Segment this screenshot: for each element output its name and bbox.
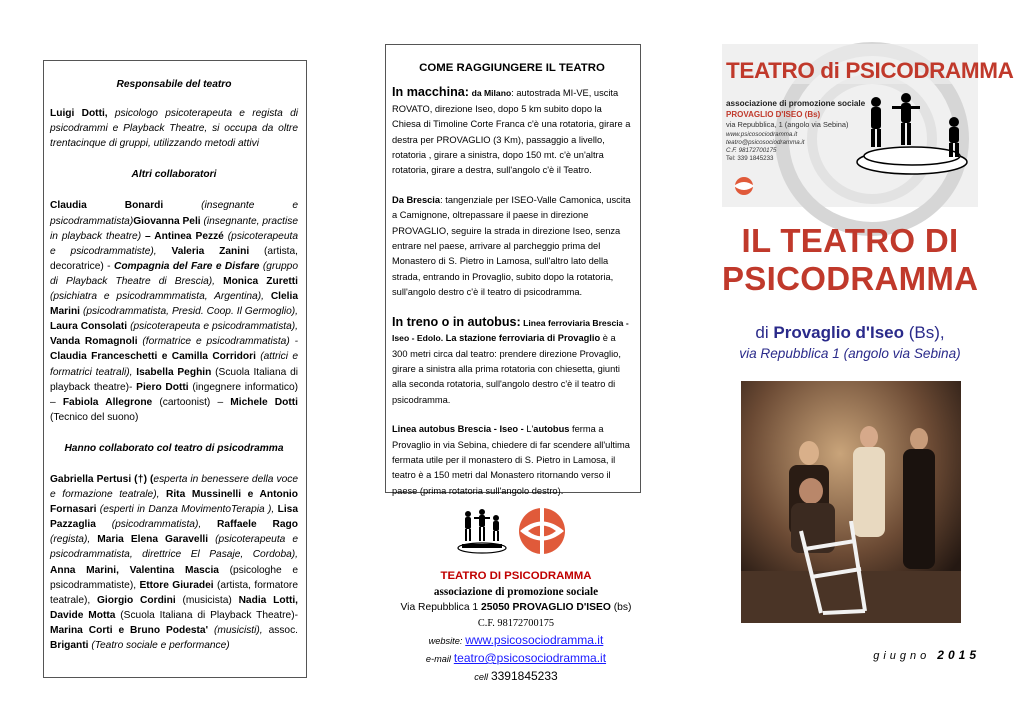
car-directions <box>392 85 632 178</box>
person-name: Valeria Zanini <box>156 245 250 257</box>
person-name: Clelia Marini <box>50 291 299 318</box>
train-station: La stazione ferroviaria di Provaglio <box>443 333 601 344</box>
directions-title: COME RAGGIUNGERE IL TEATRO <box>419 62 605 74</box>
person-role: (musicisti), <box>208 624 263 636</box>
collaborators-list <box>50 198 298 424</box>
banner-mail: teatro@psicosociodramma.it <box>726 139 805 146</box>
person-role: (psichiatra e psicodrammmatista, Argentina), <box>50 291 264 303</box>
person-name: Giorgio Cordini <box>90 594 176 606</box>
person-role: (psicodrammatista, Presid. Coop. Il Germoglio), <box>80 306 298 318</box>
bus-word: autobus <box>533 424 570 435</box>
person-role: (psicodrammatista), <box>95 519 202 531</box>
location-province: (Bs), <box>904 323 945 342</box>
person-role: (psicoterapeuta e psicodrammatista, direttrice El Pasaje, Cordoba), <box>50 534 298 561</box>
person-role: esperta in benessere della voce e formazione teatrale), <box>50 473 298 501</box>
email-row <box>400 650 632 668</box>
person-role: (attrici e formatrici teatrali), <box>50 351 298 378</box>
person-name: Marina Corti e Bruno Podesta' <box>50 624 209 636</box>
collaborators-panel <box>43 60 307 678</box>
address-street: Via Repubblica 1 <box>400 602 482 613</box>
person-name: Piero Dotti <box>132 381 189 393</box>
person-name: Fabiola Allegrone <box>55 396 153 408</box>
person-role: (artista, formatore teatrale), <box>50 579 298 606</box>
org-subtitle: associazione di promozione sociale <box>433 586 599 598</box>
org-cf: C.F. 98172700175 <box>477 618 555 629</box>
website-row <box>400 632 632 650</box>
person-role: (ingegnere informatico) – <box>50 381 299 408</box>
person-name: Isabella Peghin <box>132 366 212 378</box>
website-link[interactable]: www.psicosociodramma.it <box>465 633 604 647</box>
person-role: (psicoterapeuta e psicodrammatista), <box>127 321 299 333</box>
person-name: Laura Consolati <box>50 321 128 333</box>
cell-row <box>400 668 632 686</box>
bus-label: Linea autobus Brescia - Iseo - <box>392 424 524 435</box>
person-role: (Scuola Italiana di Playback Theatre)- <box>115 609 298 621</box>
train-text: è a 300 metri circa dal teatro: prendere direzione Provaglio, girare a sinistra alla prima rotatoria con chiesetta, giunti alla seconda rotatoria, sull'angolo destro c'è il teatro di psicodramma. <box>392 333 621 405</box>
lead-name: Luigi Dotti, <box>50 108 108 120</box>
main-title <box>722 222 978 298</box>
location-line <box>722 323 978 343</box>
person-name: Nadia Lotti, <box>231 594 299 606</box>
bus-directions <box>392 422 632 499</box>
banner-title: TEATRO di PSICODRAMMA <box>726 58 1014 83</box>
person-name: Anna Marini, Valentina Mascia <box>50 564 219 576</box>
train-line: Linea ferroviaria Brescia - Iseo - Edolo. <box>392 317 629 344</box>
cell-label: cell <box>474 672 489 682</box>
person-role: (regista), <box>50 534 91 546</box>
person-role: (cartoonist) – <box>152 396 224 408</box>
person-name: Ettore Giuradei <box>136 579 214 591</box>
org-name: TEATRO DI PSICODRAMMA <box>440 570 592 582</box>
responsabile-text <box>50 106 298 151</box>
person-name: Rita Mussinelli e Antonio Fornasari <box>50 489 298 516</box>
cell-number: 3391845233 <box>490 669 558 683</box>
brescia-text: : tangenziale per ISEO-Valle Camonica, uscita a Camignone, oltrepassare il paese in direzione PROVAGLIO, seguire la strada in direzione Iseo, senza entrare nel paese, arrivare al parcheggio prima del Monastero di S. Pietro in Lamosa, sull'altro lato della strada, entrando in Provaglio, subito dopo la rotatoria, sull'angolo destro c'è il teatro di psicodramma. <box>392 194 631 298</box>
date-year: 2015 <box>937 648 980 662</box>
main-title-line-1: IL TEATRO DI <box>741 222 959 259</box>
contact-block <box>400 568 632 686</box>
main-title-line-2: PSICODRAMMA <box>722 260 979 297</box>
banner-via: via Repubblica, 1 (angolo via Sebina) <box>726 120 849 129</box>
person-role: assoc. <box>262 624 299 636</box>
person-name: Gabriella Pertusi (†) ( <box>50 473 154 485</box>
person-role: (psicologhe e psicodrammatiste), <box>50 564 298 591</box>
train-label: In treno o in autobus: <box>392 314 521 329</box>
person-name: Giovanna Peli <box>133 215 201 227</box>
person-role: (esperti in Danza MovimentoTerapia ), <box>96 504 275 516</box>
lead-desc: psicologo psicoterapeuta e regista di psicodrammi e Playback Theatre, si occupa da oltre trentacinque di gruppi, utilizzando metodi attivi <box>50 108 298 150</box>
stage-photo-image <box>741 381 961 623</box>
brescia-label: Da Brescia <box>392 194 441 205</box>
location-di: di <box>755 323 774 342</box>
banner-logo <box>722 44 1014 207</box>
banner-provaglio: PROVAGLIO D'ISEO (Bs) <box>726 110 821 119</box>
person-role: (artista, decoratrice) - <box>50 245 298 272</box>
heading-hanno-collaborato: Hanno collaborato col teatro di psicodramma <box>64 442 284 454</box>
edition-date <box>820 648 980 662</box>
person-name: Compagnia del Fare e Disfare <box>110 260 260 272</box>
person-role: (insegnante, practise in playback theatre) <box>50 215 299 242</box>
person-name: Lisa Pazzaglia <box>50 504 298 531</box>
bus-text-1: L' <box>523 424 534 435</box>
bus-text-2: ferma a Provaglio in via Sebina, chiedere di far scendere all'ultima fermata utile per il monastero di S. Pietro in Lamosa, il teatro è a 150 metri dal Monastero ritornando verso il paese (prima rotatoria sull'angolo destro). <box>392 424 630 496</box>
org-address <box>400 600 632 616</box>
person-role: (formatrice e psicodrammatista) - <box>137 336 298 348</box>
address-city: 25050 PROVAGLIO D'ISEO <box>481 602 611 613</box>
banner-tel: Tel: 339 1845233 <box>726 155 774 162</box>
person-name: Maria Elena Garavelli <box>90 534 209 546</box>
train-directions <box>392 315 632 408</box>
person-name: Briganti <box>50 640 89 651</box>
person-role: (Teatro sociale e performance) <box>88 640 230 651</box>
person-role: (psicoterapeuta e psicodrammatiste), <box>50 230 298 257</box>
location-street: via Repubblica 1 (angolo via Sebina) <box>739 346 961 361</box>
person-role: (Tecnico del suono) <box>50 411 139 423</box>
car-text: : autostrada MI-VE, uscita ROVATO, direzione Iseo, dopo 5 km subito dopo la Chiesa di Timoline Corte Franca c'è una rotatoria, girare a destra per PROVAGLIO (3 Km), passaggio a livello, rotatoria , girare a sinistra, dopo 150 mt. c'è un'altra rotatoria, girare a destra, sull'angolo c'è il Teatro. <box>392 88 631 176</box>
person-role: (gruppo di Playback Theatre di Brescia), <box>50 260 298 287</box>
banner-cf: C.F. 98172700175 <box>726 147 777 154</box>
person-name: Monica Zuretti <box>214 275 298 287</box>
website-label: website: <box>428 636 463 646</box>
car-from: da Milano <box>471 88 512 99</box>
past-collaborators-list <box>50 472 298 653</box>
person-name: Davide Motta <box>50 609 116 621</box>
person-name: Claudia Bonardi <box>50 200 164 212</box>
person-role: (insegnante e psicodrammatista) <box>50 200 298 227</box>
person-role: (musicista) <box>175 594 232 606</box>
location-town: Provaglio d'Iseo <box>773 323 904 342</box>
person-name: Michele Dotti <box>223 396 298 408</box>
person-name: – Antinea Pezzé <box>141 230 224 242</box>
directions-panel <box>385 44 641 496</box>
person-name: Raffaele Rago <box>201 519 299 531</box>
email-label: e-mail <box>425 654 451 664</box>
theatre-logo-icon <box>454 504 572 558</box>
banner-assoc: associazione di promozione sociale <box>726 99 866 108</box>
banner-web: www.psicosociodramma.it <box>726 131 798 138</box>
heading-responsabile: Responsabile del teatro <box>116 79 232 90</box>
person-name: Vanda Romagnoli <box>50 336 138 348</box>
person-name: Claudia Franceschetti e Camilla Corridori <box>50 351 256 363</box>
brescia-directions <box>392 193 632 301</box>
address-province: (bs) <box>610 602 632 613</box>
email-link[interactable]: teatro@psicosociodramma.it <box>453 651 607 665</box>
date-month: giugno <box>873 650 938 662</box>
person-role: (Scuola Italiana di playback theatre)- <box>50 366 299 393</box>
car-label: In macchina: <box>392 85 469 100</box>
heading-altri-collaboratori: Altri collaboratori <box>131 169 217 181</box>
